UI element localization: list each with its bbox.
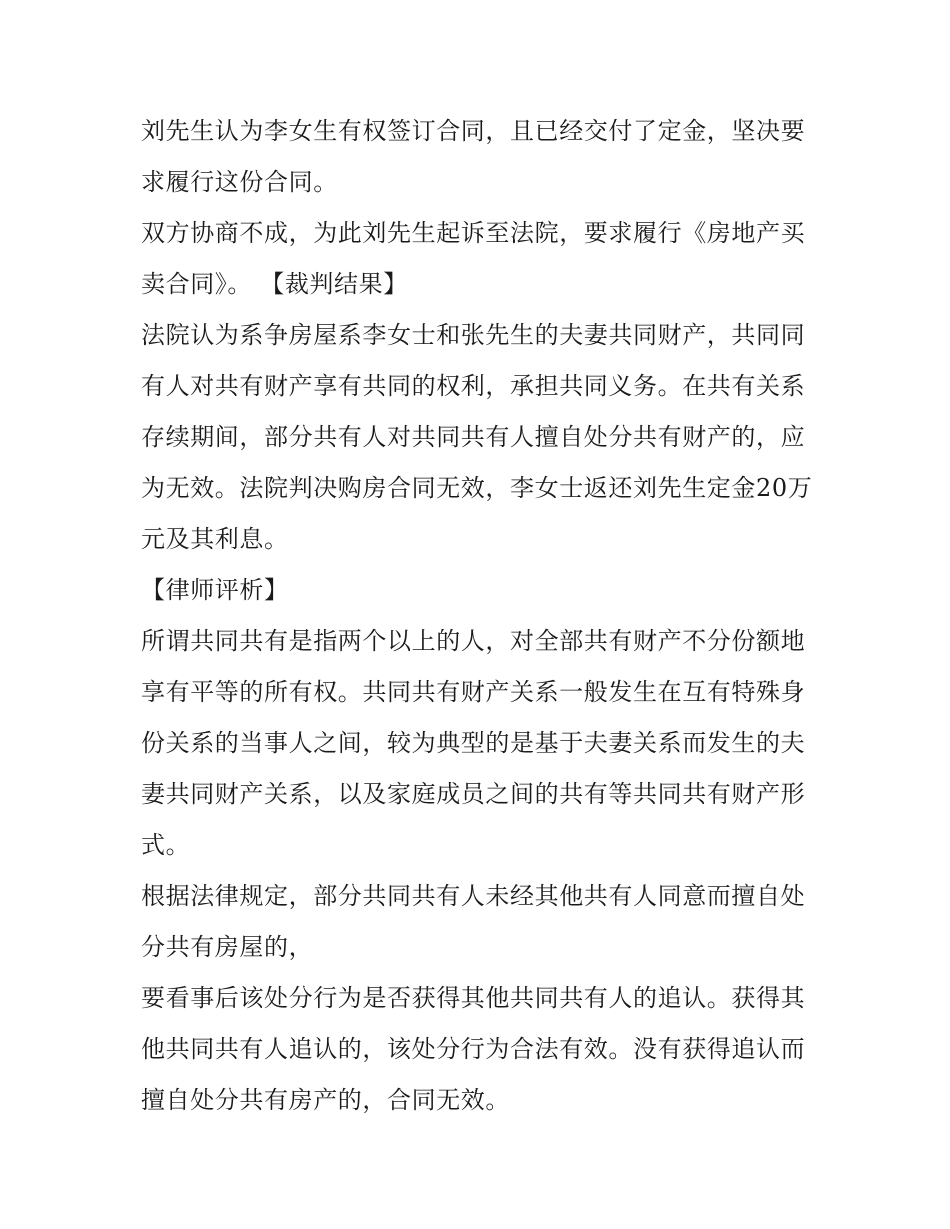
paragraph-ratification: 要看事后该处分行为是否获得其他共同共有人的追认。获得其他共同共有人追认的，该处分行为合法有效。没有获得追认而擅自处分共有房产的，合同无效。: [141, 984, 806, 1114]
paragraph-legal-provision: 根据法律规定，部分共同共有人未经其他共有人同意而擅自处分共有房屋的，: [141, 882, 806, 961]
paragraph-plaintiff-claim: 刘先生认为李女生有权签订合同，且已经交付了定金，坚决要求履行这份合同。: [141, 117, 806, 196]
paragraph-joint-ownership: 所谓共同共有是指两个以上的人，对全部共有财产不分份额地享有平等的所有权。共同共有财产关系一般发生在互有特殊身份关系的当事人之间，较为典型的是基于夫妻关系而发生的夫妻共同财产关系，以及家庭成员之间的共有等共同共有财产形式。: [141, 627, 806, 859]
paragraph-lawsuit: 双方协商不成，为此刘先生起诉至法院，要求履行《房地产买卖合同》。 【裁判结果】: [141, 219, 806, 298]
document-body: [141, 106, 816, 1126]
paragraph-judgment: 法院认为系争房屋系李女士和张先生的夫妻共同财产，共同同有人对共有财产享有共同的权利，承担共同义务。在共有关系存续期间，部分共有人对共同共有人擅自处分共有财产的，应为无效。法院判决购房合同无效，李女士返还刘先生定金20万元及其利息。: [141, 321, 813, 553]
section-heading-lawyer-analysis: 【律师评析】: [141, 576, 289, 604]
